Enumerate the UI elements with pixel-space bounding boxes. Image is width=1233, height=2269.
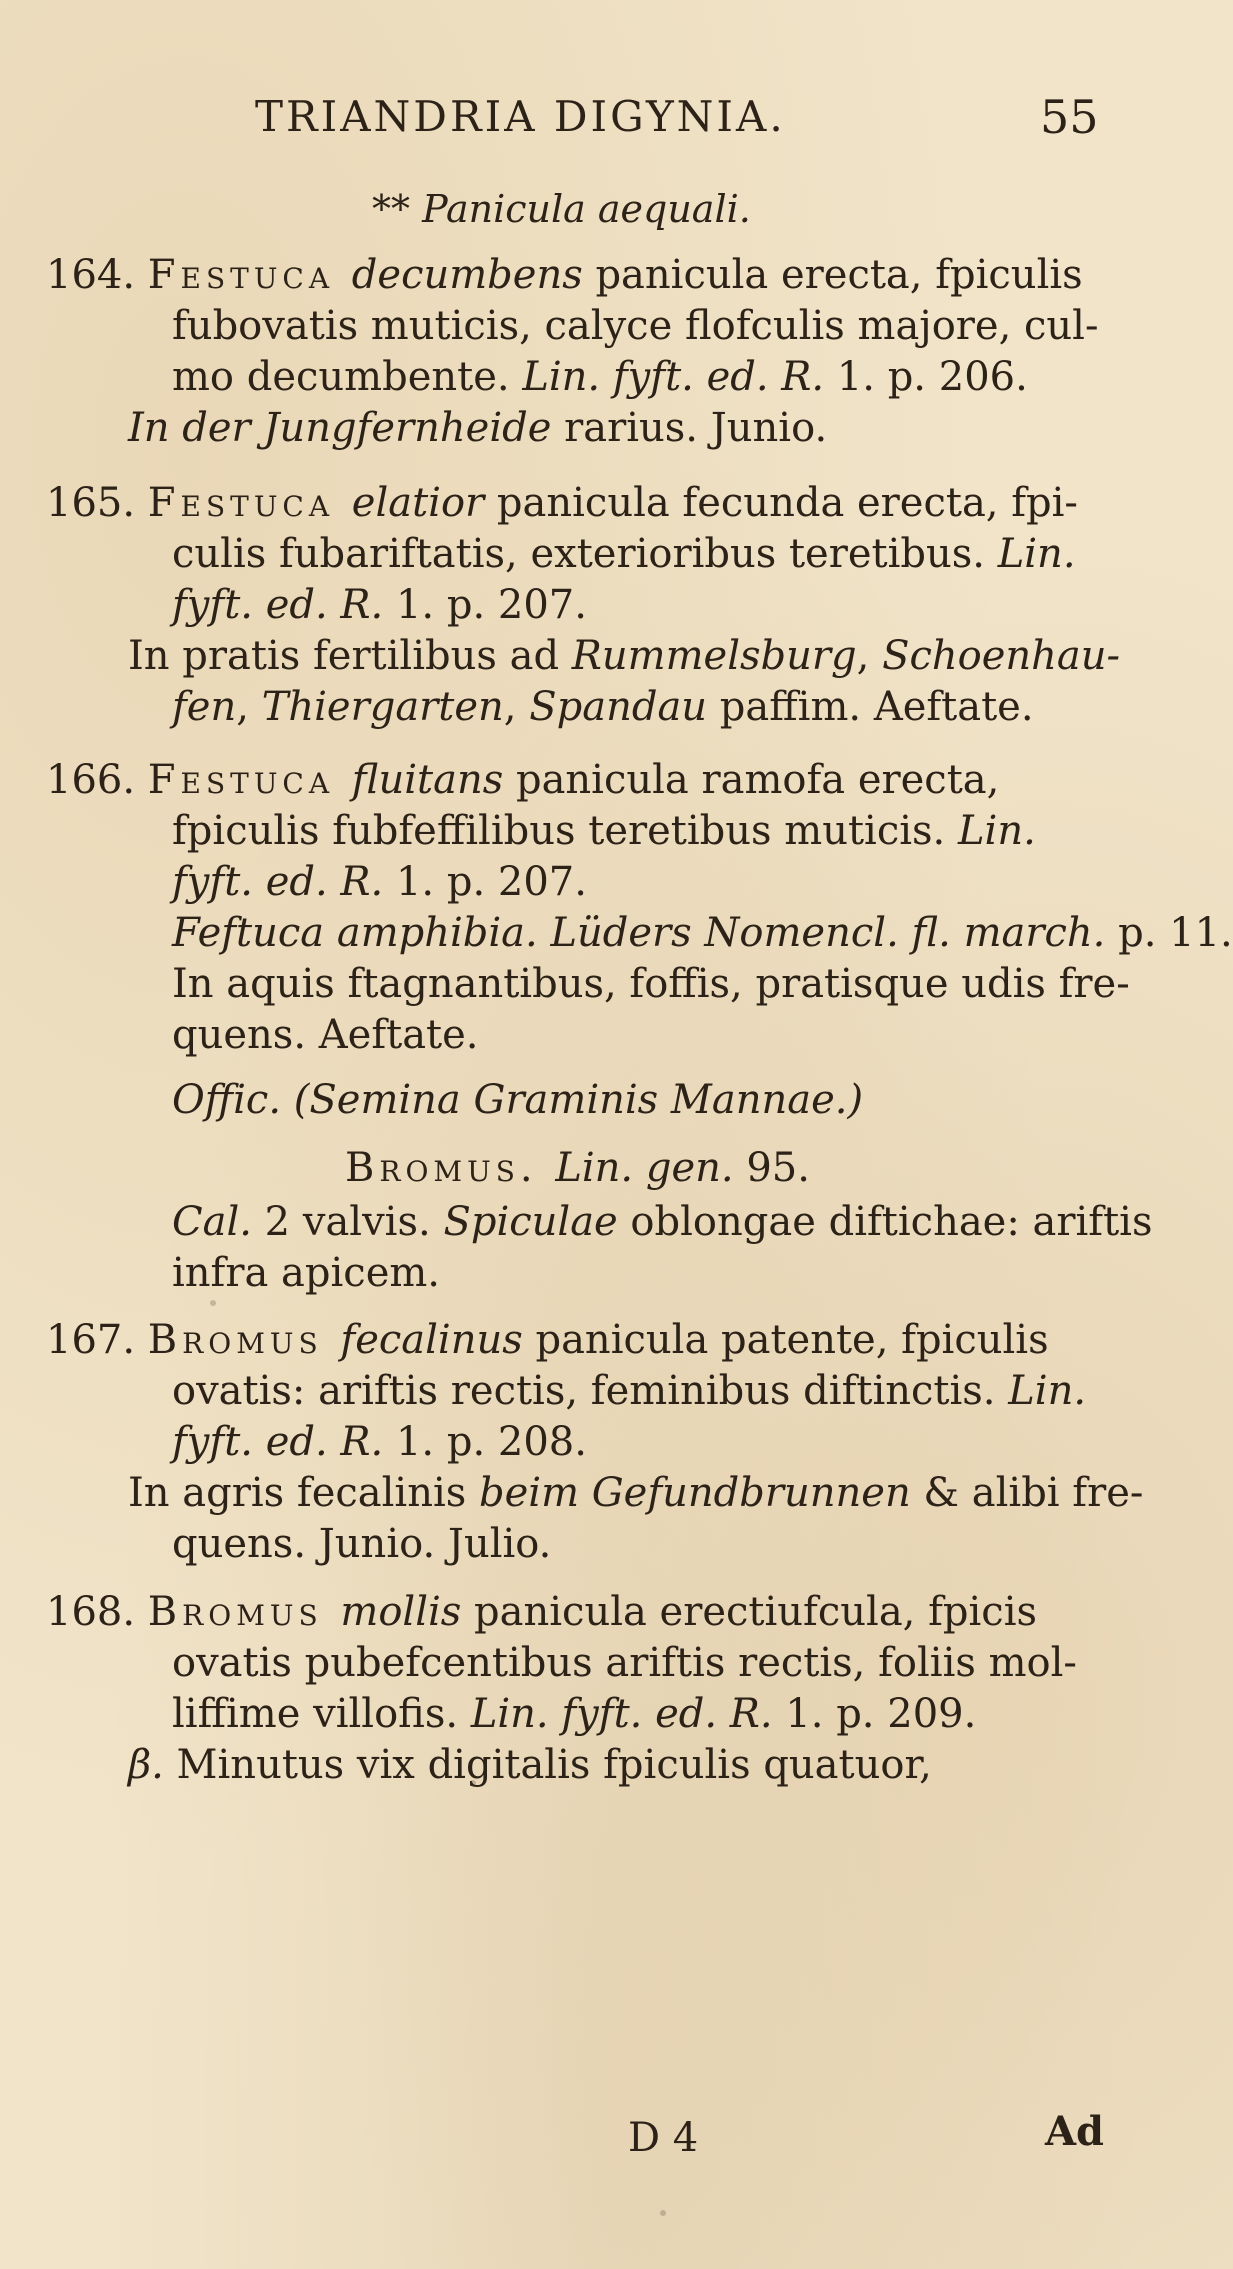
text-run: Rummelsburg (571, 633, 857, 679)
text-run: In agris fecalinis (128, 1470, 479, 1516)
text-run: beim Gefundbrunnen (479, 1470, 911, 1516)
text-run: fyft. ed. R. (172, 582, 384, 628)
text-run: quens. Junio. Julio. (172, 1521, 552, 1567)
text-run: infra apicem. (172, 1250, 441, 1296)
text-run: fpiculis fubfeffilibus teretibus muticis. (172, 808, 958, 854)
text-run: Thiergarten (261, 684, 504, 730)
text-run: liffime villofis. (172, 1691, 471, 1737)
text-run: 1. p. 206. (824, 354, 1028, 400)
text-line (46, 252, 1083, 298)
text-line (172, 1521, 552, 1567)
text-run: Feftuca amphibia. Lüders Nomencl. fl. march. (172, 910, 1106, 956)
text-line (46, 480, 1078, 526)
text-run: panicula patente, fpiculis (522, 1317, 1049, 1363)
text-line (172, 808, 1036, 854)
text-line (172, 354, 1028, 400)
text-line (46, 757, 1000, 803)
entry-number: 164. (46, 252, 148, 298)
text-line (172, 1691, 977, 1737)
text-run: panicula fecunda erecta, fpi- (484, 480, 1078, 526)
text-line (172, 859, 587, 905)
running-title: TRIANDRIA DIGYNIA. (255, 92, 786, 141)
text-run: fubovatis muticis, calyce flofculis majore, cul- (172, 303, 1099, 349)
text-run: fyft. ed. R. (172, 859, 384, 905)
text-run: fyft. ed. R. (172, 1419, 384, 1465)
text-run: Spiculae (443, 1199, 618, 1245)
text-run: , (856, 633, 883, 679)
catchword: Ad (1045, 2108, 1105, 2155)
text-line (46, 1317, 1049, 1363)
text-run: Cal. (172, 1199, 252, 1245)
text-run: mollis (340, 1589, 462, 1635)
text-run: , (236, 684, 262, 730)
text-line (172, 1012, 479, 1058)
text-run: In der Jungfernheide (128, 405, 552, 451)
text-run: rarius. Junio. (551, 405, 828, 451)
text-run: culis fubariftatis, exterioribus teretibus. (172, 531, 998, 577)
text-run: In aquis ftagnantibus, foffis, pratisque udis fre- (172, 961, 1130, 1007)
text-run: Lin. gen. (555, 1145, 734, 1191)
text-line (172, 1077, 864, 1123)
text-line (46, 1589, 1038, 1635)
text-line (128, 1470, 1144, 1516)
text-line (172, 531, 1076, 577)
text-run: p. 11. (1105, 910, 1233, 956)
genus-name: Festuca (147, 252, 352, 298)
entry-number: 166. (46, 757, 148, 803)
text-run: 1. p. 209. (772, 1691, 977, 1737)
text-run: Lin. fyft. ed. R. (470, 1691, 773, 1737)
text-line (345, 1145, 810, 1191)
section-heading: ** Panicula aequali. (372, 187, 751, 231)
text-run: fen (172, 684, 237, 730)
paper-speck (470, 1780, 476, 1786)
text-run: , (503, 684, 530, 730)
text-run: quens. Aeftate. (172, 1012, 479, 1058)
text-line (172, 1199, 1153, 1245)
genus-name: Bromus (147, 1317, 341, 1363)
text-line (172, 1640, 1077, 1686)
text-line (172, 1368, 1087, 1414)
text-run: ovatis: ariftis rectis, feminibus diftinctis. (172, 1368, 1009, 1414)
text-line (128, 1742, 932, 1788)
entry-number: 168. (46, 1589, 148, 1635)
text-run: 2 valvis. (251, 1199, 444, 1245)
text-line (172, 961, 1130, 1007)
text-run: In pratis fertilibus ad (128, 633, 572, 679)
text-line (172, 303, 1099, 349)
text-line (172, 910, 1233, 956)
signature-mark: D 4 (628, 2115, 699, 2161)
text-run: 95. (733, 1145, 810, 1191)
text-run: mo decumbente. (172, 354, 523, 400)
text-line (128, 405, 828, 451)
text-run: 1. p. 208. (383, 1419, 587, 1465)
entry-number: 165. (46, 480, 148, 526)
paper-speck (210, 1300, 216, 1306)
text-line (172, 1250, 441, 1296)
entry-number: 167. (46, 1317, 148, 1363)
genus-name: Festuca (147, 480, 352, 526)
text-line (172, 582, 587, 628)
text-run: Lin. (997, 531, 1076, 577)
text-run: 1. p. 207. (383, 582, 587, 628)
text-run: panicula erectiufcula, fpicis (461, 1589, 1038, 1635)
text-run: β. (128, 1742, 164, 1788)
text-run: & alibi fre- (910, 1470, 1144, 1516)
text-run: fecalinus (340, 1317, 523, 1363)
text-run: Minutus vix digitalis fpiculis quatuor, (163, 1742, 932, 1788)
genus-name: Festuca (147, 757, 352, 803)
text-run: fluitans (351, 757, 504, 803)
genus-name: Bromus (147, 1589, 341, 1635)
text-run: 1. p. 207. (383, 859, 587, 905)
text-line (128, 633, 1121, 679)
text-run: Spandau (529, 684, 708, 730)
text-run: Schoenhau- (882, 633, 1121, 679)
text-line (172, 1419, 587, 1465)
text-run: ovatis pubefcentibus ariftis rectis, foliis mol- (172, 1640, 1077, 1686)
text-run: elatior (351, 480, 485, 526)
text-run: Lin. fyft. ed. R. (522, 354, 825, 400)
text-run: panicula erecta, fpiculis (582, 252, 1083, 298)
text-run: Lin. (1008, 1368, 1087, 1414)
text-run: oblongae diftichae: ariftis (617, 1199, 1153, 1245)
text-line (172, 684, 1034, 730)
page-number: 55 (1040, 90, 1099, 144)
text-run: decumbens (351, 252, 583, 298)
text-run: Offic. (Semina Graminis Mannae.) (172, 1077, 864, 1123)
text-run: paffim. Aeftate. (707, 684, 1034, 730)
text-run: Lin. (957, 808, 1036, 854)
paper-speck (660, 2210, 666, 2216)
genus-name: Bromus. (345, 1145, 556, 1191)
text-run: panicula ramofa erecta, (503, 757, 1000, 803)
